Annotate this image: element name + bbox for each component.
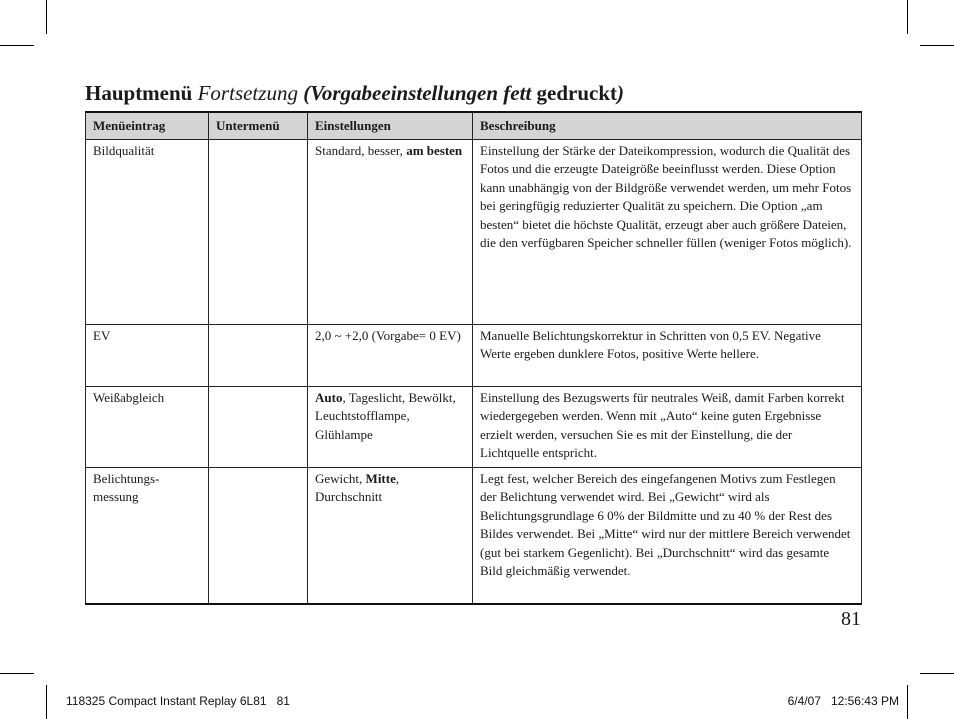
table-row [86,324,862,386]
table-header-row [86,112,862,139]
menu-table [85,111,862,605]
submenu-cell [209,139,308,324]
settings-cell [308,324,473,386]
crop-mark [920,45,954,46]
column-header-submenu: Untermenü [209,112,308,139]
table-row [86,467,862,604]
heading-note: (Vorgabeeinstellungen fett [303,81,532,105]
entry-cell: Weißabgleich [86,386,209,467]
settings-text-after: , Tageslicht, Bewölkt, Leuchtstofflampe, Glühlampe [315,389,456,442]
settings-text: Standard, besser, [315,142,407,158]
heading-continuation: Fortsetzung [192,81,304,105]
table-row [86,139,862,324]
settings-cell [308,467,473,604]
settings-default: Auto [315,389,343,405]
submenu-cell [209,324,308,386]
settings-default: Mitte [365,470,396,486]
crop-mark [907,0,908,34]
page-heading [85,80,624,106]
column-header-description: Beschreibung [473,112,862,139]
settings-text: Gewicht, [315,470,366,486]
column-header-settings: Einstellungen [308,112,473,139]
heading-note-close: ) [617,81,625,105]
column-header-entry: Menüeintrag [86,112,209,139]
description-cell: Einstellung der Stärke der Dateikompression, wodurch die Qualität des Fotos und die erzeugte Dateigröße beeinflusst werden. Diese Option kann unabhängig von der Bildgröße verwendet werden, um mehr Fotos bei geringfügig reduzierter Qualität zu speichern. Die Option „am besten“ bietet die höchste Qualität, erzeugt aber auch größere Dateien, die den verfügbaren Speicher schneller füllen (weniger Fotos möglich). [473,139,862,324]
entry-cell: Belichtungs- messung [86,467,209,604]
crop-mark [46,0,47,34]
entry-cell: Bildqualität [86,139,209,324]
crop-mark [46,685,47,719]
description-cell: Manuelle Belichtungskorrektur in Schritten von 0,5 EV. Negative Werte ergeben dunklere Fotos, positive Werte hellere. [473,324,862,386]
heading-note-word: gedruckt [531,81,618,105]
print-footer-right: 6/4/07 12:56:43 PM [787,694,899,708]
settings-text-after: , Durchschnitt [315,470,400,504]
settings-cell [308,386,473,467]
page-number: 81 [841,608,861,630]
description-cell: Legt fest, welcher Bereich des eingefangenen Motivs zum Festlegen der Belichtung verwendet wird. Bei „Gewicht“ wird als Belichtungsgrundlage 6 0% der Bildmitte und zu 40 % der Rest des Bildes verwendet. Bei „Mitte“ wird nur der mittlere Bereich verwendet (gut bei starkem Gegenlicht). Bei „Durchschnitt“ wird das gesamte Bild gleichmäßig verwendet. [473,467,862,604]
table-row [86,386,862,467]
settings-default: am besten [406,142,463,158]
submenu-cell [209,467,308,604]
settings-text: 2,0 ~ +2,0 (Vorgabe= 0 EV) [315,327,461,343]
print-footer-left: 118325 Compact Instant Replay 6L81 81 [66,694,290,708]
submenu-cell [209,386,308,467]
crop-mark [907,685,908,719]
entry-cell: EV [86,324,209,386]
crop-mark [920,673,954,674]
crop-mark [0,673,34,674]
description-cell: Einstellung des Bezugswerts für neutrales Weiß, damit Farben korrekt wiedergegeben werden. Wenn mit „Auto“ keine guten Ergebnisse erzielt werden, versuchen Sie es mit der Einstellung, die der Lichtquelle entspricht. [473,386,862,467]
heading-main: Hauptmenü [85,81,193,105]
settings-cell [308,139,473,324]
crop-mark [0,45,34,46]
